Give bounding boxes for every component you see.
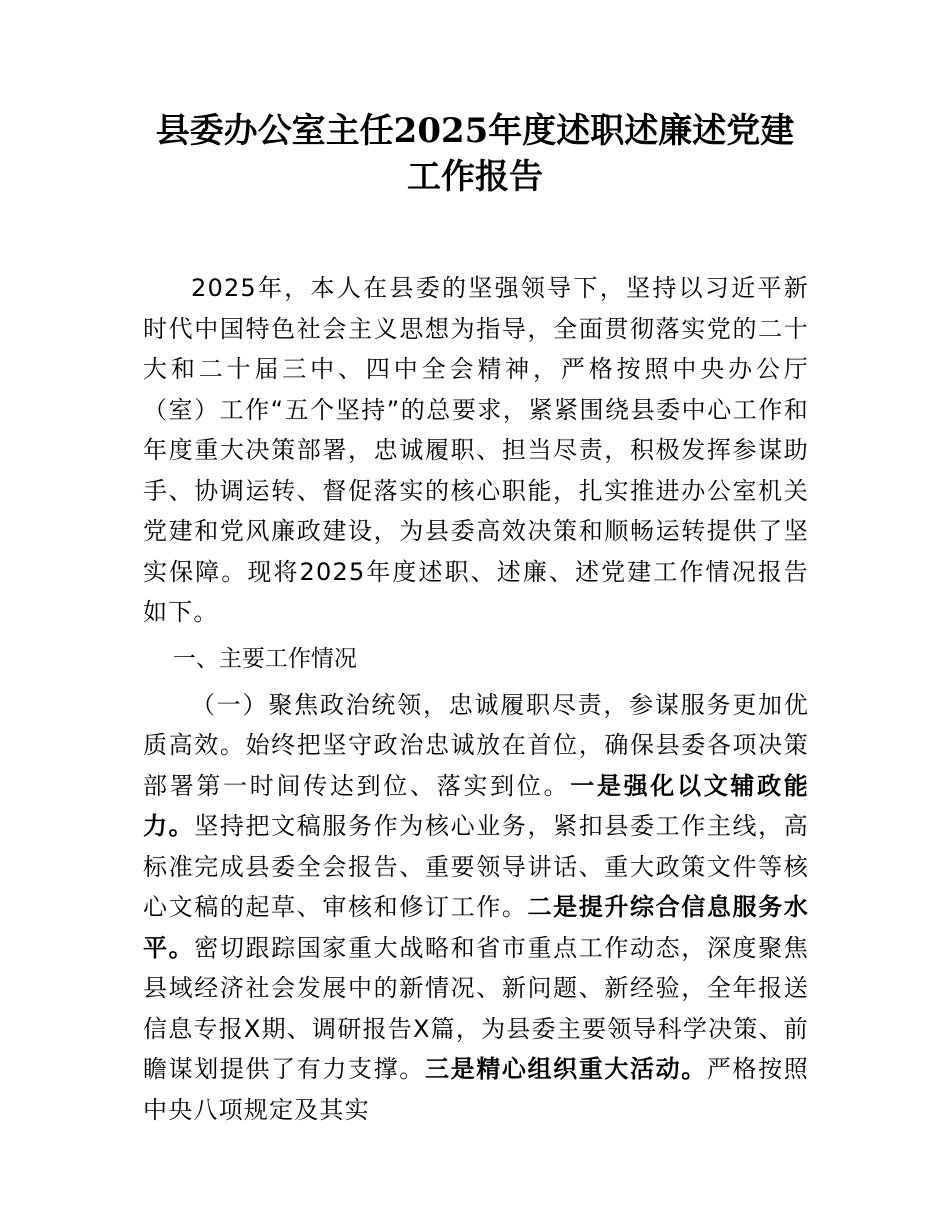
intro-paragraph: 2025年，本人在县委的坚强领导下，坚持以习近平新时代中国特色社会主义思想为指导，全面贯彻落实党的二十大和二十届三中、四中全会精神，严格按照中央办公厅（室）工作“五个坚持”的总要求，紧紧围绕县委中心工作和年度重大决策部署，忠诚履职、担当尽责，积极发挥参谋助手、协调运转、督促落实的核心职能，扎实推进办公室机关党建和党风廉政建设，为县委高效决策和顺畅运转提供了坚实保障。现将2025年度述职、述廉、述党建工作情况报告如下。 [143,274,809,626]
document-body [143,268,809,1130]
point-label-writing: 一是强化以文辅政能力。 [143,771,809,840]
document-title: 县委办公室主任2025年度述职述廉述党建工作报告 [155,111,795,197]
point-text-information: 密切跟踪国家重大战略和省市重点工作动态，深度聚焦县域经济社会发展中的新情况、新问题、新经验，全年报送信息专报X期、调研报告X篇，为县委主要领导科学决策、前瞻谋划提供了有力支撑。 [143,933,809,1083]
point-label-events: 三是精心组织重大活动。 [424,1055,707,1083]
point-text-events: 严格按照中央八项规定及其实 [143,1055,809,1124]
section-heading-main-work: 一、主要工作情况 [172,645,357,672]
point-label-information: 二是提升综合信息服务水平。 [143,893,810,962]
subsection-heading: （一）聚焦政治统领，忠诚履职尽责，参谋服务更加优质高效。 [143,690,809,759]
subsection-text: 始终把坚守政治忠诚放在首位，确保县委各项决策部署第一时间传达到位、落实到位。 [143,731,809,800]
point-text-writing: 坚持把文稿服务作为核心业务，紧扣县委工作主线，高标准完成县委全会报告、重要领导讲话、重大政策文件等核心文稿的起草、审核和修订工作。 [143,812,809,921]
subsection-paragraph-political-leadership [143,685,809,1131]
